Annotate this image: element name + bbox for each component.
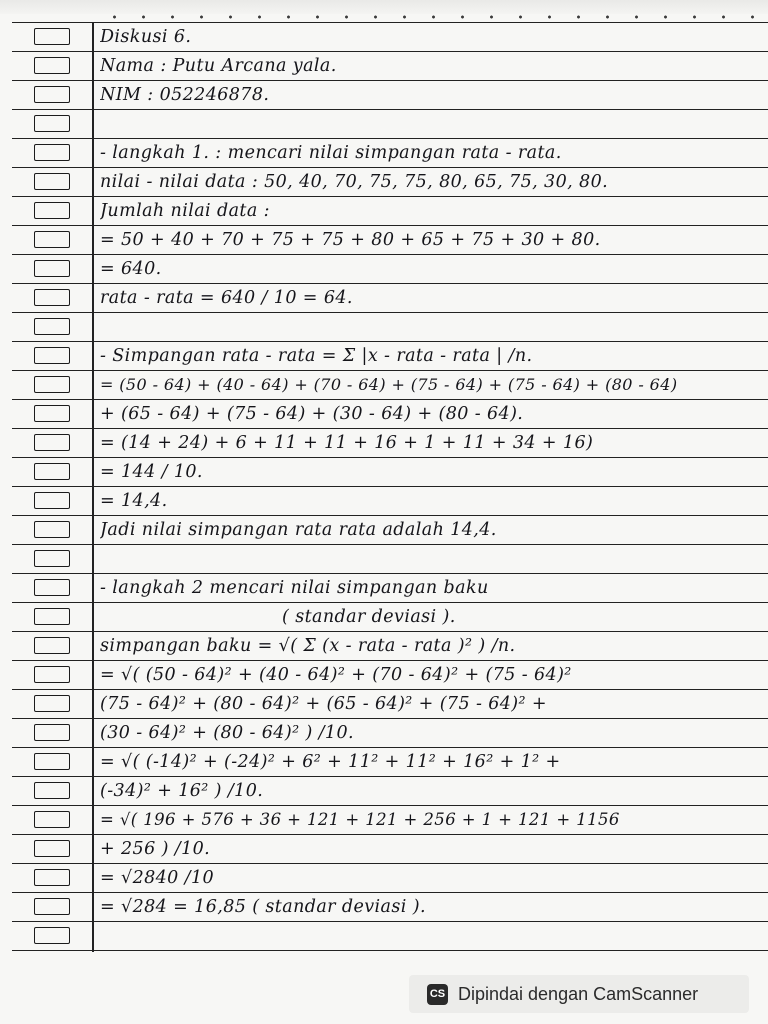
checkbox[interactable] — [34, 115, 70, 132]
checkbox[interactable] — [34, 173, 70, 190]
note-line: ( standar deviasi ). — [282, 607, 456, 627]
camscanner-logo-icon: CS — [427, 984, 448, 1005]
note-line: = 50 + 40 + 70 + 75 + 75 + 80 + 65 + 75 + 30 + 80. — [100, 230, 601, 250]
checkbox[interactable] — [34, 492, 70, 509]
checkbox[interactable] — [34, 28, 70, 45]
page-top-edge — [0, 0, 768, 14]
note-line: rata - rata = 640 / 10 = 64. — [100, 288, 353, 308]
note-line: = 144 / 10. — [100, 462, 203, 482]
checkbox[interactable] — [34, 550, 70, 567]
note-line: (-34)² + 16² ) /10. — [100, 781, 264, 801]
note-line: = √2840 /10 — [100, 868, 215, 888]
note-line: Jumlah nilai data : — [100, 201, 270, 221]
checkbox[interactable] — [34, 318, 70, 335]
checkbox[interactable] — [34, 260, 70, 277]
note-line: - langkah 1. : mencari nilai simpangan rata - rata. — [100, 143, 562, 163]
note-line — [100, 110, 768, 138]
note-line-title: Diskusi 6. — [100, 27, 192, 47]
note-line: = √( (-14)² + (-24)² + 6² + 11² + 11² + 16² + 1² + — [100, 752, 561, 772]
note-line: = (14 + 24) + 6 + 11 + 11 + 16 + 1 + 11 + 34 + 16) — [100, 433, 594, 453]
note-line: - langkah 2 mencari nilai simpangan baku — [100, 578, 489, 598]
note-line-name: Nama : Putu Arcana yala. — [100, 56, 337, 76]
margin-line — [92, 22, 94, 952]
watermark-text: Dipindai dengan CamScanner — [458, 983, 699, 1004]
note-line: (75 - 64)² + (80 - 64)² + (65 - 64)² + (75 - 64)² + — [100, 694, 547, 714]
checkbox[interactable] — [34, 202, 70, 219]
checkbox[interactable] — [34, 405, 70, 422]
ruled-line — [12, 950, 768, 951]
camscanner-watermark — [409, 975, 749, 1013]
ruled-line — [12, 921, 768, 922]
checkbox[interactable] — [34, 782, 70, 799]
checkbox[interactable] — [34, 927, 70, 944]
checkbox[interactable] — [34, 753, 70, 770]
note-line: simpangan baku = √( Σ (x - rata - rata )² ) /n. — [100, 636, 516, 656]
note-line: = 14,4. — [100, 491, 168, 511]
note-line: nilai - nilai data : 50, 40, 70, 75, 75, 80, 65, 75, 30, 80. — [100, 172, 609, 192]
note-line: Jadi nilai simpangan rata rata adalah 14,4. — [100, 520, 497, 540]
note-line: - Simpangan rata - rata = Σ |x - rata - rata | /n. — [100, 346, 533, 366]
checkbox[interactable] — [34, 434, 70, 451]
checkbox[interactable] — [34, 869, 70, 886]
checkbox[interactable] — [34, 898, 70, 915]
note-line — [100, 545, 768, 573]
top-dot-row — [100, 14, 768, 20]
note-line — [100, 313, 768, 341]
note-line: = √( 196 + 576 + 36 + 121 + 121 + 256 + 1 + 121 + 1156 — [100, 810, 620, 829]
note-line: = 640. — [100, 259, 162, 279]
checkbox[interactable] — [34, 811, 70, 828]
notebook-sheet — [12, 22, 768, 952]
checkbox[interactable] — [34, 637, 70, 654]
checkbox[interactable] — [34, 231, 70, 248]
checkbox[interactable] — [34, 666, 70, 683]
checkbox[interactable] — [34, 347, 70, 364]
checkbox[interactable] — [34, 376, 70, 393]
checkbox[interactable] — [34, 521, 70, 538]
note-line: + 256 ) /10. — [100, 839, 211, 859]
checkbox[interactable] — [34, 57, 70, 74]
note-line: (30 - 64)² + (80 - 64)² ) /10. — [100, 723, 354, 743]
checkbox[interactable] — [34, 463, 70, 480]
note-line: + (65 - 64) + (75 - 64) + (30 - 64) + (80 - 64). — [100, 404, 524, 424]
checkbox[interactable] — [34, 86, 70, 103]
note-line-nim: NIM : 052246878. — [100, 85, 270, 105]
note-line: = (50 - 64) + (40 - 64) + (70 - 64) + (75 - 64) + (75 - 64) + (80 - 64) — [100, 375, 678, 394]
checkbox[interactable] — [34, 840, 70, 857]
checkbox[interactable] — [34, 724, 70, 741]
note-line: = √( (50 - 64)² + (40 - 64)² + (70 - 64)² + (75 - 64)² — [100, 665, 572, 685]
checkbox[interactable] — [34, 608, 70, 625]
checkbox[interactable] — [34, 289, 70, 306]
checkbox[interactable] — [34, 695, 70, 712]
checkbox[interactable] — [34, 144, 70, 161]
checkbox[interactable] — [34, 579, 70, 596]
note-line-result: = √284 = 16,85 ( standar deviasi ). — [100, 897, 426, 917]
